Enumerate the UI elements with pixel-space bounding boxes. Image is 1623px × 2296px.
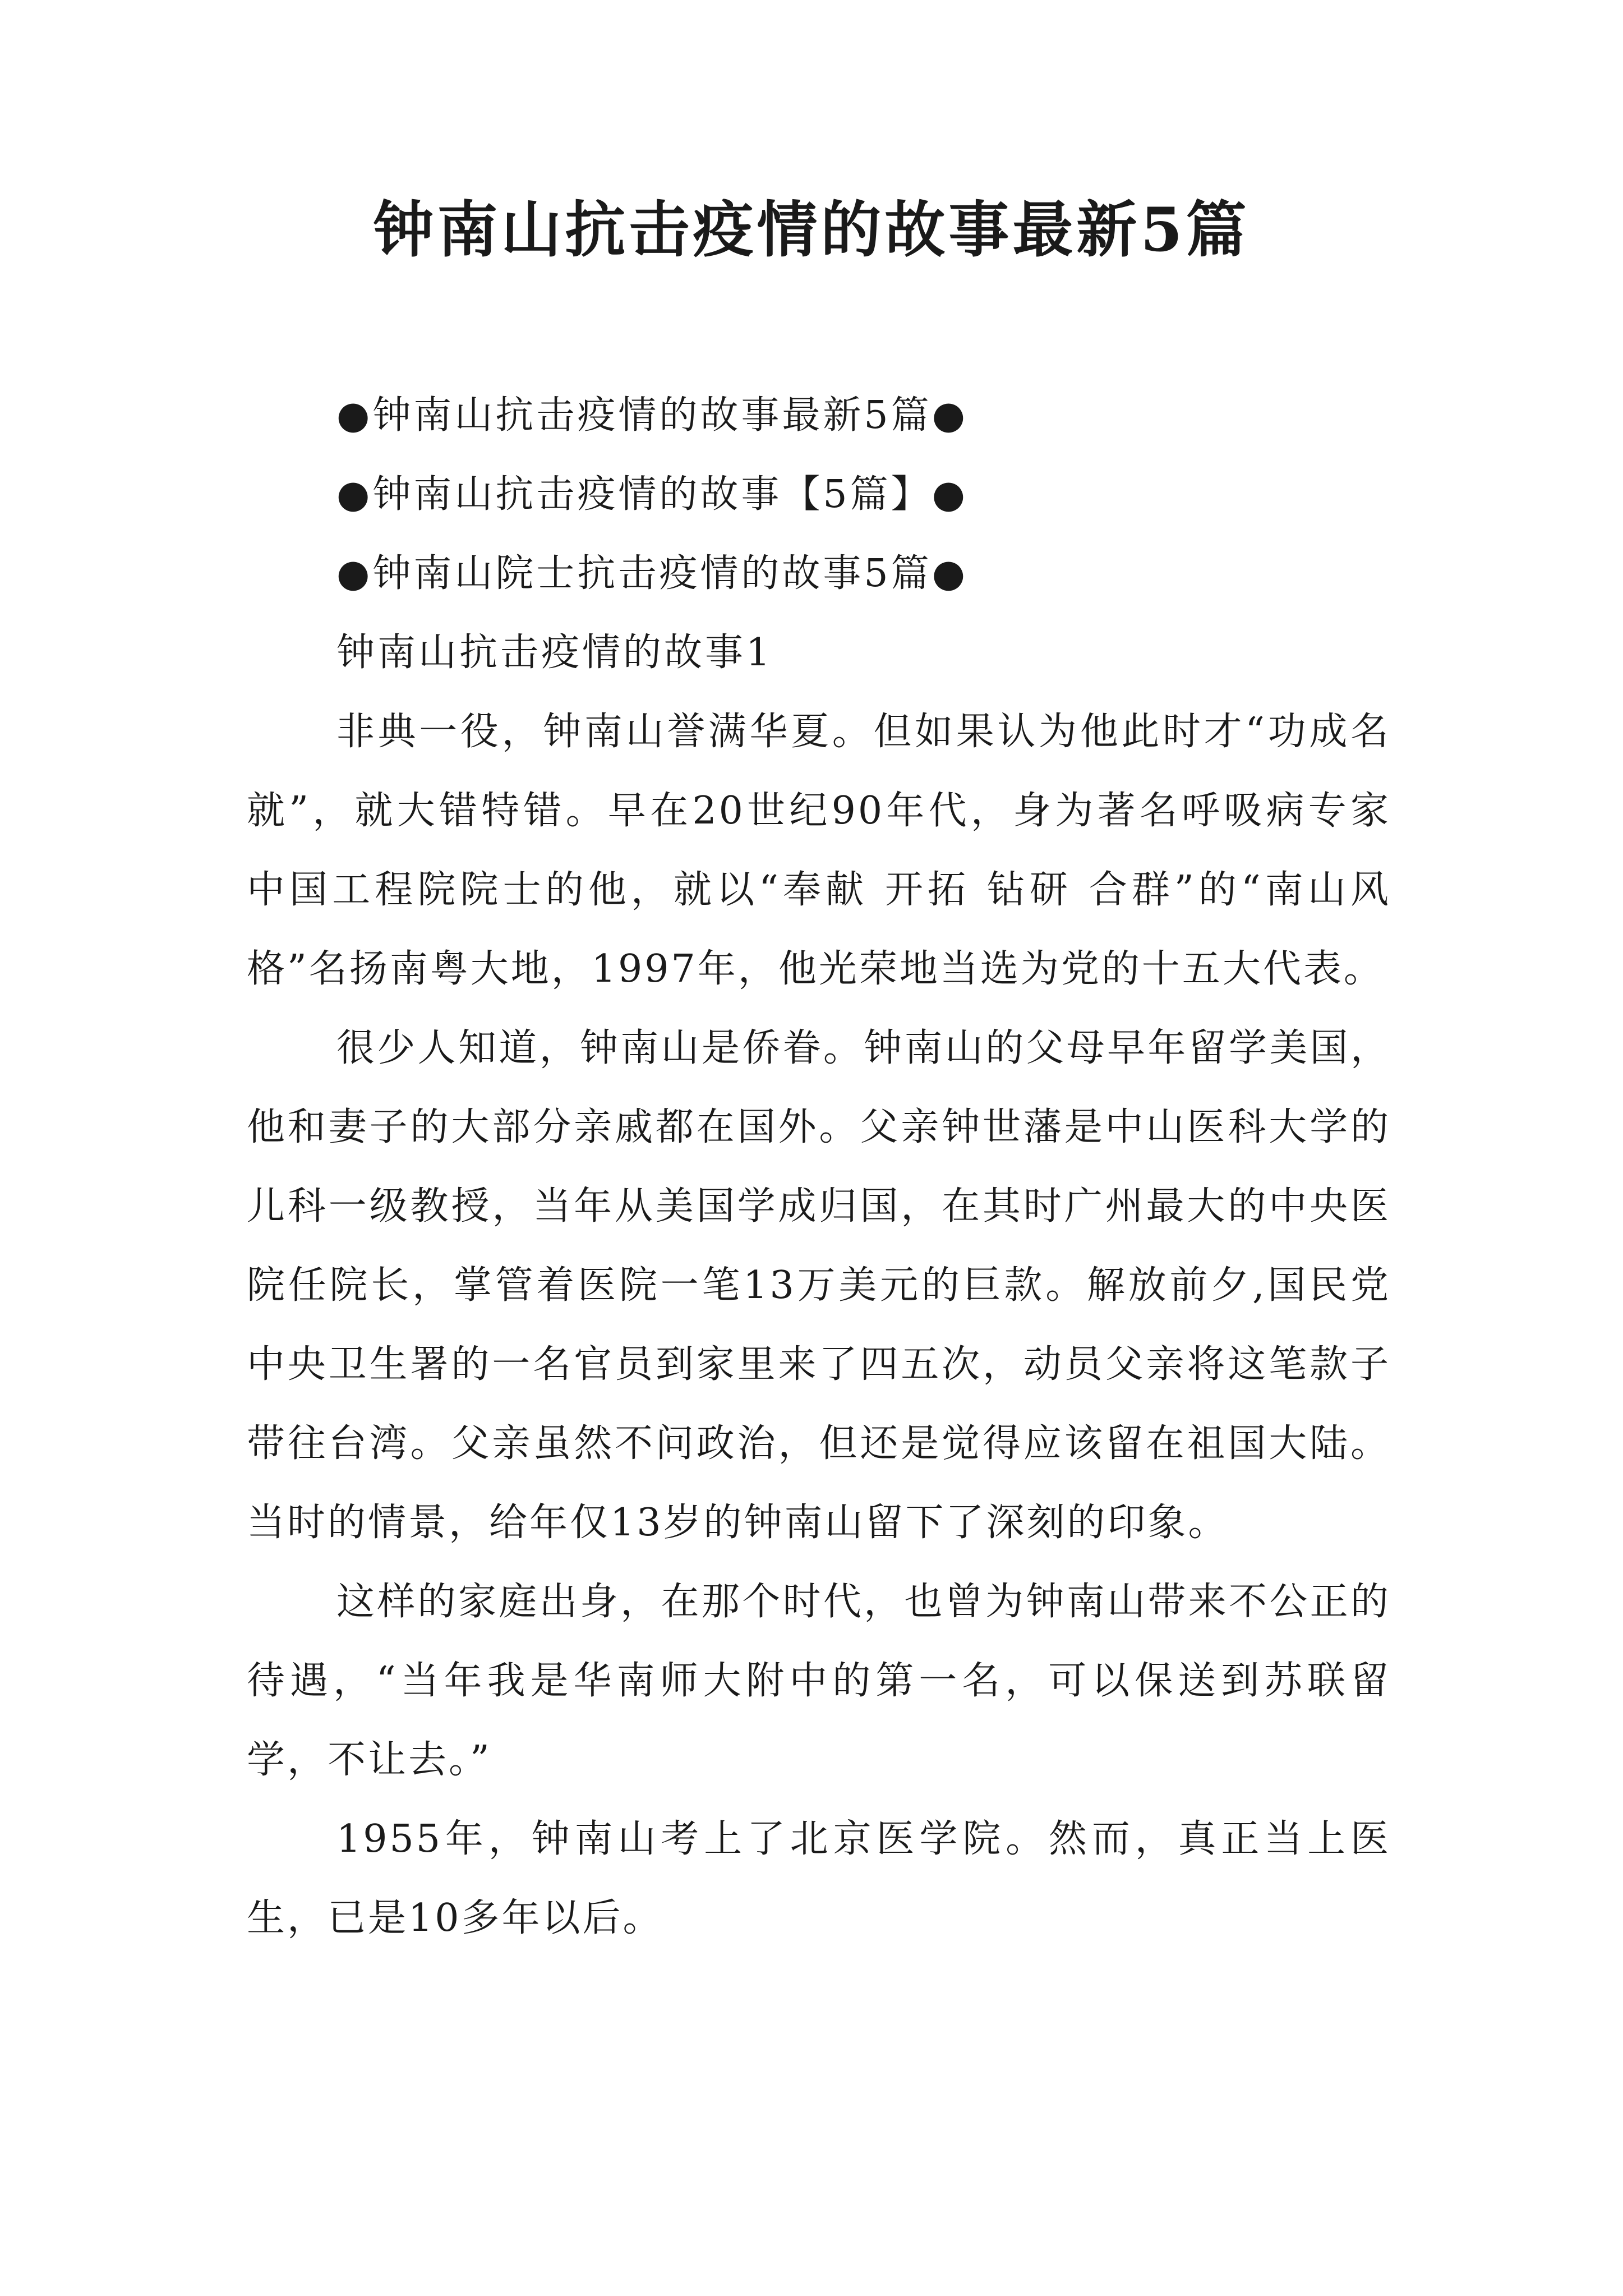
paragraph: 这样的家庭出身，在那个时代，也曾为钟南山带来不公正的待遇，“当年我是华南师大附中的第一名，可以保送到苏联留学，不让去。” bbox=[247, 1580, 1391, 1782]
story-heading: 钟南山抗击疫情的故事1 bbox=[336, 631, 773, 675]
paragraph: 1955年，钟南山考上了北京医学院。然而，真正当上医生，已是10多年以后。 bbox=[247, 1817, 1391, 1940]
toc-item: ●钟南山抗击疫情的故事【5篇】● bbox=[336, 472, 968, 517]
paragraph: 很少人知道，钟南山是侨眷。钟南山的父母早年留学美国，他和妻子的大部分亲戚都在国外。父亲钟世藩是中山医科大学的儿科一级教授，当年从美国学成归国，在其时广州最大的中央医院任院长，掌管着医院一笔13万美元的巨款。解放前夕,国民党中央卫生署的一名官员到家里来了四五次，动员父亲将这笔款子带往台湾。父亲虽然不问政治，但还是觉得应该留在祖国大陆。当时的情景，给年仅13岁的钟南山留下了深刻的印象。 bbox=[247, 1026, 1391, 1545]
toc-item: ●钟南山抗击疫情的故事最新5篇● bbox=[336, 393, 968, 438]
table-of-contents bbox=[336, 376, 1458, 613]
paragraph: 非典一役，钟南山誉满华夏。但如果认为他此时才“功成名就”，就大错特错。早在20世纪90年代，身为著名呼吸病专家 中国工程院院士的他，就以“奉献 开拓 钻研 合群”的“南山风格”名扬南粤大地，1997年，他光荣地当选为党的十五大代表。 bbox=[247, 710, 1391, 991]
document-title: 钟南山抗击疫情的故事最新5篇 bbox=[373, 195, 1250, 265]
toc-item: ●钟南山院士抗击疫情的故事5篇● bbox=[336, 551, 968, 596]
story-body bbox=[247, 692, 1391, 1958]
